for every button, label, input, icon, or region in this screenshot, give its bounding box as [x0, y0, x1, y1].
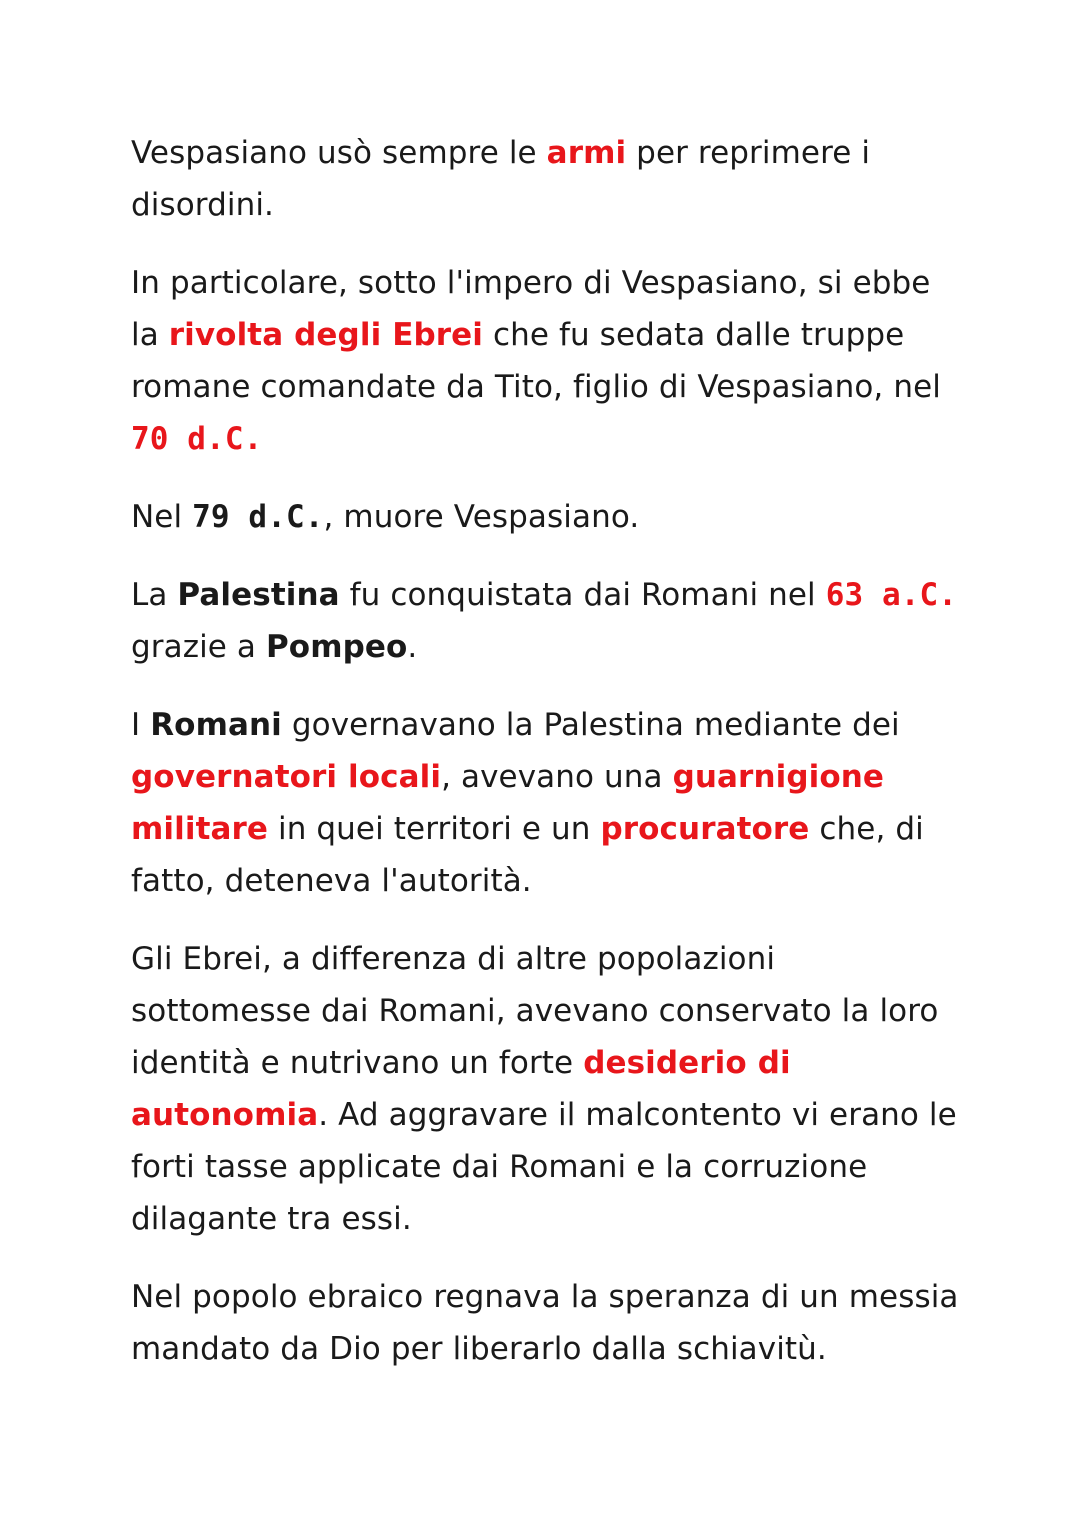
highlight-procuratore: procuratore — [600, 811, 810, 847]
document-page — [131, 127, 961, 1401]
text: in quei territori e un — [268, 811, 601, 847]
text: che fu sedata dalle truppe romane comandate da Tito, figlio di Vespasiano, nel — [131, 317, 941, 405]
text: fu conquistata dai Romani nel — [339, 577, 826, 613]
text: per reprimere i disordini. — [131, 135, 871, 223]
text: Nel popolo ebraico regnava la speranza di un messia mandato da Dio per liberarlo dalla schiavitù. — [131, 1279, 959, 1367]
highlight-date-70: 70 d.C. — [131, 421, 263, 457]
text: . Ad aggravare il malcontento vi erano le forti tasse applicate dai Romani e la corruzione dilagante tra essi. — [131, 1097, 957, 1237]
text: che, di fatto, deteneva l'autorità. — [131, 811, 924, 899]
highlight-date-63: 63 a.C. — [825, 577, 958, 613]
paragraph-vespasiano-armi — [131, 127, 961, 231]
paragraph-morte-vespasiano — [131, 491, 961, 543]
text: In particolare, sotto l'impero di Vespasiano, si ebbe la — [131, 265, 931, 353]
bold-palestina: Palestina — [177, 577, 340, 613]
highlight-governatori-locali: governatori locali — [131, 759, 442, 795]
text: , avevano una — [441, 759, 673, 795]
paragraph-palestina-conquista — [131, 569, 961, 673]
paragraph-messia — [131, 1271, 961, 1375]
text: governavano la Palestina mediante dei — [281, 707, 900, 743]
text: . — [407, 629, 418, 665]
bold-romani: Romani — [150, 707, 282, 743]
paragraph-governo-romano — [131, 699, 961, 907]
highlight-rivolta-degli-ebrei: rivolta degli Ebrei — [168, 317, 483, 353]
bold-date-79: 79 d.C. — [192, 499, 324, 535]
paragraph-ebrei-autonomia — [131, 933, 961, 1245]
highlight-guarnigione-militare: guarnigione militare — [131, 759, 885, 847]
text: Nel — [131, 499, 193, 535]
bold-pompeo: Pompeo — [265, 629, 408, 665]
text: , muore Vespasiano. — [323, 499, 640, 535]
text: grazie a — [131, 629, 266, 665]
text: La — [131, 577, 178, 613]
highlight-desiderio-di-autonomia: desiderio di autonomia — [131, 1045, 791, 1133]
paragraph-rivolta-ebrei — [131, 257, 961, 465]
text: Gli Ebrei, a differenza di altre popolazioni sottomesse dai Romani, avevano conservato la loro identità e nutrivano un forte — [131, 941, 939, 1081]
text: I — [131, 707, 151, 743]
highlight-armi: armi — [546, 135, 627, 171]
text: Vespasiano usò sempre le — [131, 135, 547, 171]
